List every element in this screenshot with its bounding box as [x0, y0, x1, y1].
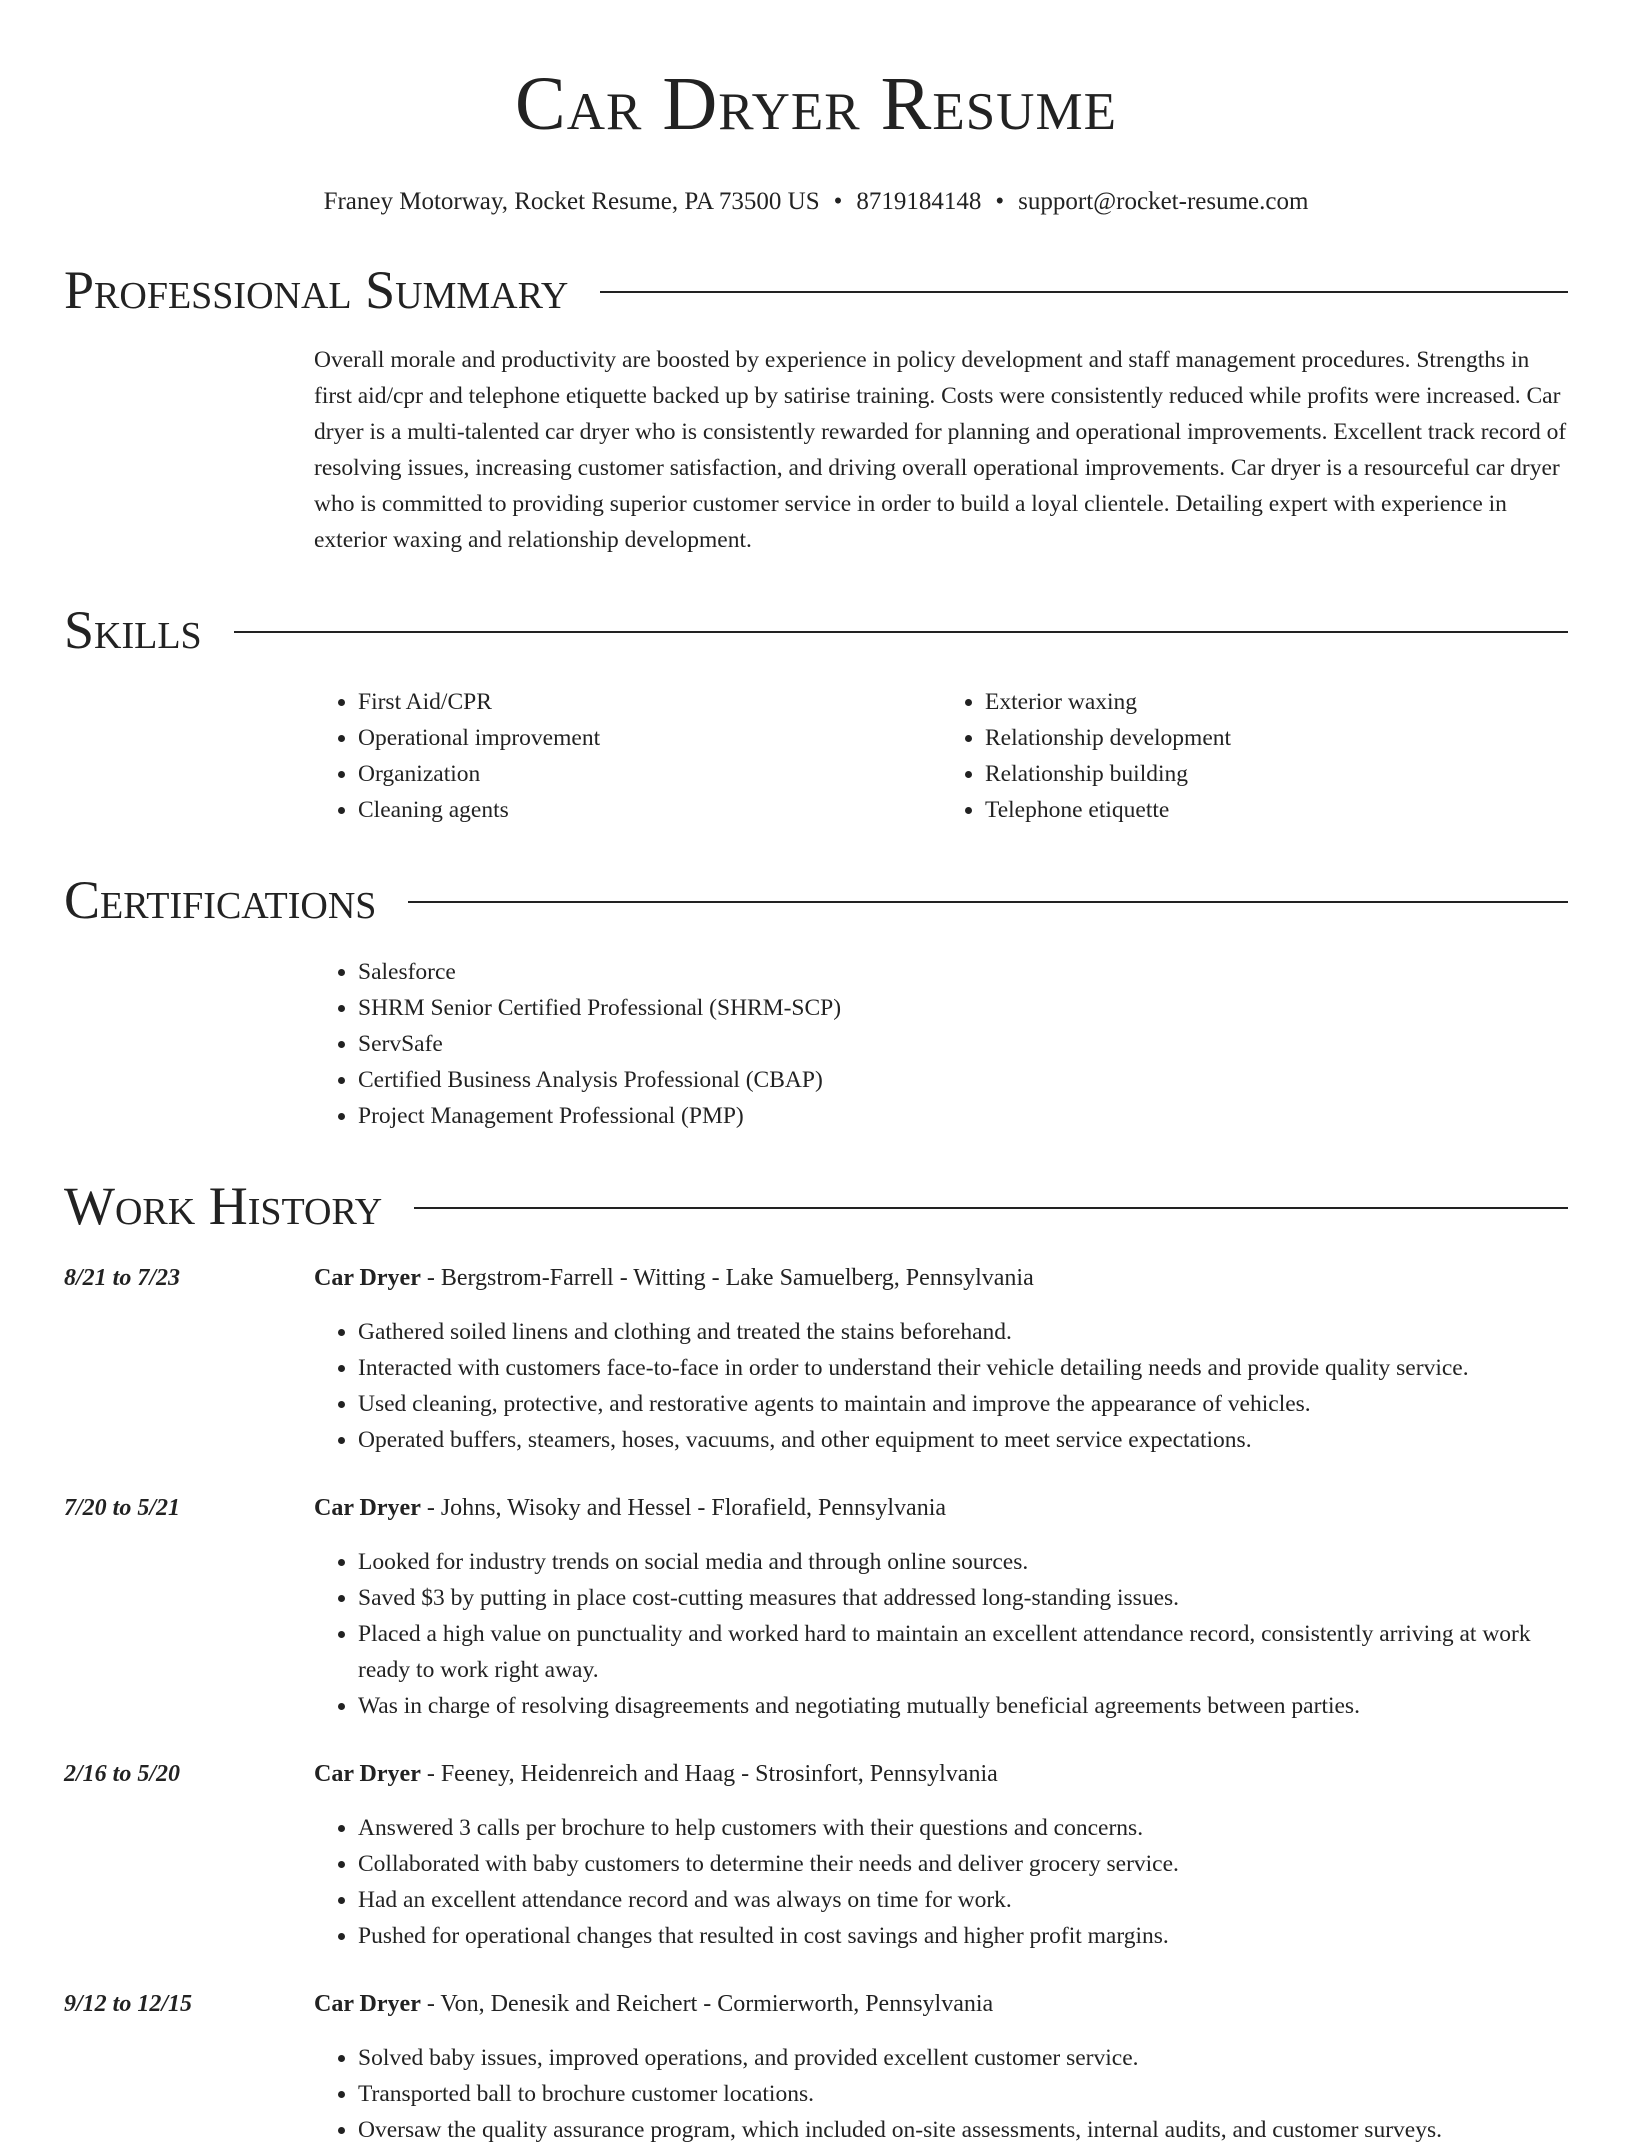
job-dates: 8/21 to 7/23	[64, 1265, 181, 1291]
job-dates: 2/16 to 5/20	[64, 1761, 181, 1787]
job-employer: - Johns, Wisoky and Hessel - Florafield, Pennsylvania	[420, 1495, 947, 1521]
work-heading: Work History	[64, 1176, 383, 1236]
section-divider	[414, 1207, 1568, 1209]
skills-column-right	[941, 684, 1568, 828]
summary-text: Overall morale and productivity are boosted by experience in policy development and staff management procedures. Strengths in first aid/cpr and telephone etiquette backed up by satirise training. Costs were consistently reduced while profits were increased. Car dryer is a multi-talented car dryer who is consistently rewarded for planning and operational improvements. Excellent track record of resolving issues, increasing customer satisfaction, and driving overall operational improvements. Car dryer is a resourceful car dryer who is committed to providing superior customer service in order to build a loyal clientele. Detailing expert with experience in exterior waxing and relationship development.	[314, 347, 1567, 553]
job-bullet: • Looked for industry trends on social media and through online sources.	[358, 1544, 1568, 1580]
contact-email: support@rocket-resume.com	[1018, 188, 1309, 215]
job-bullet: • Transported ball to brochure customer locations.	[358, 2076, 1568, 2112]
skill-item: • Relationship development	[985, 720, 1568, 756]
job-bullet: • Collaborated with baby customers to determine their needs and deliver grocery service.	[358, 1846, 1568, 1882]
job-employer: - Feeney, Heidenreich and Haag - Strosinfort, Pennsylvania	[420, 1761, 998, 1787]
job-dates: 9/12 to 12/15	[64, 1991, 193, 2017]
job-entry	[64, 1986, 1568, 2148]
job-title-line	[314, 1490, 946, 1526]
contact-line	[64, 186, 1568, 218]
job-bullet: • Interacted with customers face-to-face in order to understand their vehicle detailing needs and provide quality service.	[358, 1350, 1568, 1386]
certification-item: • Certified Business Analysis Professional (CBAP)	[358, 1062, 1568, 1098]
contact-address: Franey Motorway, Rocket Resume, PA 73500 US	[323, 188, 820, 215]
job-title-line	[314, 1756, 998, 1792]
skill-item: • First Aid/CPR	[358, 684, 941, 720]
certification-item: • ServSafe	[358, 1026, 1568, 1062]
skill-item: • Operational improvement	[358, 720, 941, 756]
job-header	[64, 1756, 1568, 1792]
certification-item: • Project Management Professional (PMP)	[358, 1098, 1568, 1134]
skills-column-left	[314, 684, 941, 828]
skill-item: • Relationship building	[985, 756, 1568, 792]
job-bullet: • Used cleaning, protective, and restorative agents to maintain and improve the appearance of vehicles.	[358, 1386, 1568, 1422]
contact-separator: •	[833, 188, 843, 215]
job-employer: - Bergstrom-Farrell - Witting - Lake Samuelberg, Pennsylvania	[420, 1265, 1034, 1291]
skills-list	[314, 684, 1568, 828]
section-divider	[234, 631, 1568, 633]
job-entry	[64, 1490, 1568, 1724]
job-title-line	[314, 1986, 993, 2022]
job-bullet: • Had an excellent attendance record and was always on time for work.	[358, 1882, 1568, 1918]
job-bullets	[314, 1544, 1568, 1724]
certifications-heading: Certifications	[64, 870, 377, 930]
summary-heading: Professional Summary	[64, 260, 569, 320]
job-bullet: • Operated buffers, steamers, hoses, vacuums, and other equipment to meet service expectations.	[358, 1422, 1568, 1458]
resume-name: Car Dryer Resume	[515, 62, 1117, 146]
skill-item: • Organization	[358, 756, 941, 792]
certification-item: • Salesforce	[358, 954, 1568, 990]
job-bullets	[314, 1314, 1568, 1458]
job-bullet: • Answered 3 calls per brochure to help customers with their questions and concerns.	[358, 1810, 1568, 1846]
skills-heading: Skills	[64, 600, 202, 660]
skill-item: • Cleaning agents	[358, 792, 941, 828]
certification-item: • SHRM Senior Certified Professional (SHRM-SCP)	[358, 990, 1568, 1026]
skill-item: • Telephone etiquette	[985, 792, 1568, 828]
job-bullet: • Solved baby issues, improved operations, and provided excellent customer service.	[358, 2040, 1568, 2076]
job-header	[64, 1490, 1568, 1526]
job-bullet: • Gathered soiled linens and clothing and treated the stains beforehand.	[358, 1314, 1568, 1350]
job-bullet: • Pushed for operational changes that resulted in cost savings and higher profit margins.	[358, 1918, 1568, 1954]
contact-phone: 8719184148	[856, 188, 982, 215]
certifications-bullets	[314, 954, 1568, 1134]
job-title: Car Dryer	[314, 1495, 421, 1521]
job-employer: - Von, Denesik and Reichert - Cormierworth, Pennsylvania	[420, 1991, 994, 2017]
job-dates: 7/20 to 5/21	[64, 1495, 181, 1521]
section-divider	[600, 291, 1568, 293]
job-entry	[64, 1756, 1568, 1954]
job-bullet: • Saved $3 by putting in place cost-cutting measures that addressed long-standing issues.	[358, 1580, 1568, 1616]
summary-section-header	[64, 258, 1568, 322]
work-section-header	[64, 1174, 1568, 1238]
section-divider	[408, 901, 1568, 903]
certifications-list	[314, 954, 1568, 1134]
job-bullet: • Was in charge of resolving disagreements and negotiating mutually beneficial agreements between parties.	[358, 1688, 1568, 1724]
job-title: Car Dryer	[314, 1761, 421, 1787]
skills-section-header	[64, 598, 1568, 662]
skill-item: • Exterior waxing	[985, 684, 1568, 720]
job-header	[64, 1986, 1568, 2022]
job-title: Car Dryer	[314, 1265, 421, 1291]
contact-separator: •	[995, 188, 1005, 215]
job-bullets	[314, 2040, 1568, 2148]
job-bullet: • Placed a high value on punctuality and worked hard to maintain an excellent attendance record, consistently arriving at work ready to work right away.	[358, 1616, 1568, 1688]
job-title: Car Dryer	[314, 1991, 421, 2017]
job-title-line	[314, 1260, 1034, 1296]
job-bullets	[314, 1810, 1568, 1954]
job-bullet: • Oversaw the quality assurance program, which included on-site assessments, internal audits, and customer surveys.	[358, 2112, 1568, 2148]
job-header	[64, 1260, 1568, 1296]
certifications-section-header	[64, 868, 1568, 932]
job-entry	[64, 1260, 1568, 1458]
